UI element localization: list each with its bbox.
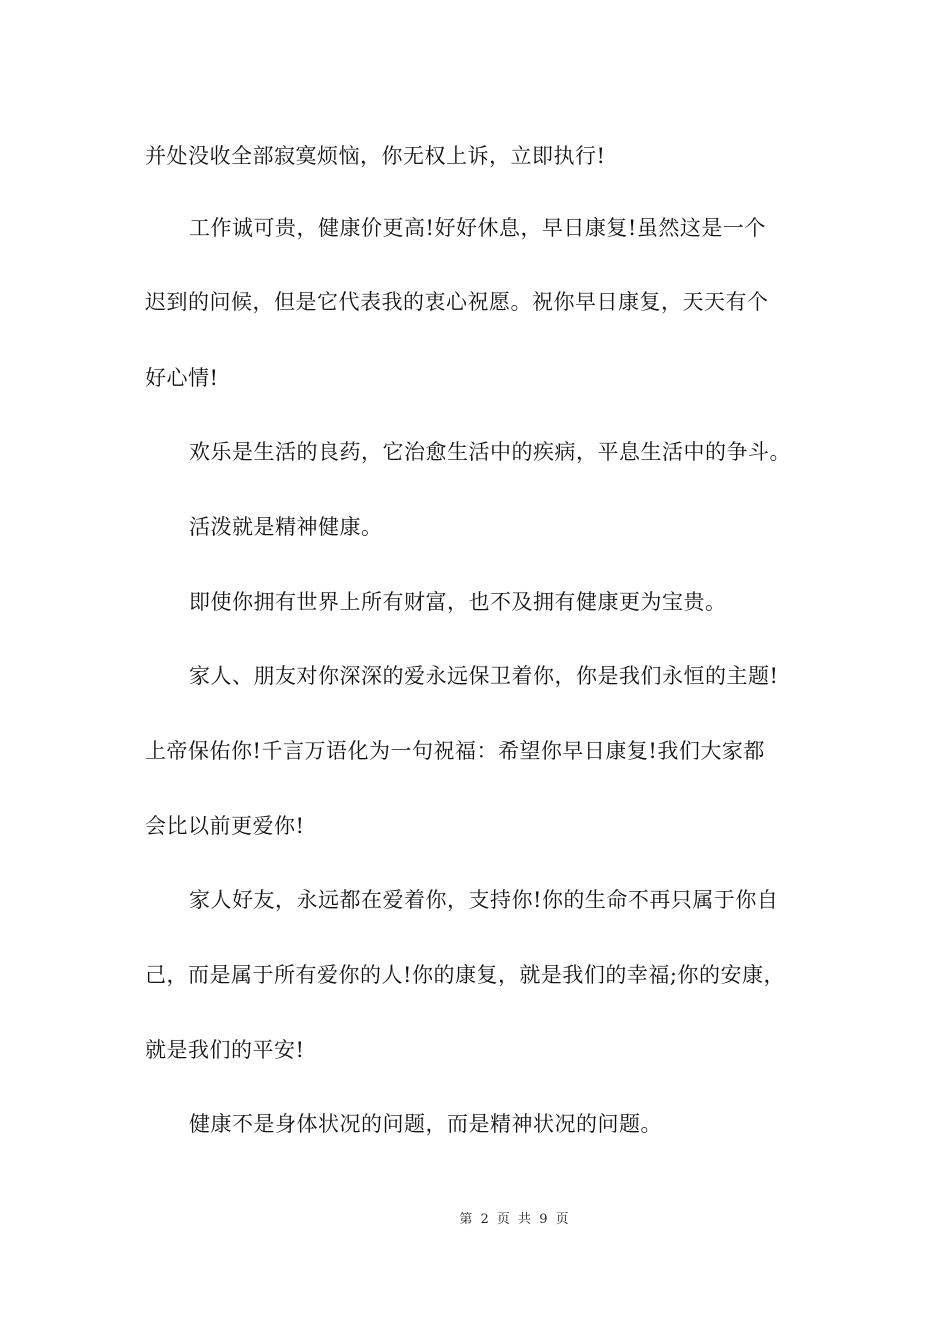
text-line: 好心情! bbox=[145, 366, 219, 390]
text-line: 迟到的问候，但是它代表我的衷心祝愿。祝你早日康复，天天有个 bbox=[145, 290, 769, 314]
paragraph-start: 欢乐是生活的良药，它治愈生活中的疾病，平息生活中的争斗。 bbox=[189, 440, 791, 464]
text-line: 己，而是属于所有爱你的人!你的康复，就是我们的幸福;你的安康， bbox=[145, 963, 786, 987]
paragraph-start: 活泼就是精神健康。 bbox=[189, 515, 383, 539]
paragraph-start: 即使你拥有世界上所有财富，也不及拥有健康更为宝贵。 bbox=[189, 590, 727, 614]
paragraph-start: 健康不是身体状况的问题，而是精神状况的问题。 bbox=[189, 1112, 662, 1136]
page-number-footer: 第 2 页 共 9 页 bbox=[459, 1212, 571, 1227]
text-line: 就是我们的平安! bbox=[145, 1038, 305, 1062]
text-line: 上帝保佑你!千言万语化为一句祝福：希望你早日康复!我们大家都 bbox=[145, 739, 765, 763]
paragraph-start: 工作诚可贵，健康价更高!好好休息，早日康复!虽然这是一个 bbox=[189, 216, 766, 240]
text-line: 并处没收全部寂寞烦恼，你无权上诉，立即执行! bbox=[145, 144, 606, 168]
paragraph-start: 家人好友，永远都在爱着你，支持你!你的生命不再只属于你自 bbox=[189, 888, 779, 912]
text-line: 会比以前更爱你! bbox=[145, 814, 305, 838]
paragraph-start: 家人、朋友对你深深的爱永远保卫着你，你是我们永恒的主题! bbox=[189, 664, 779, 688]
